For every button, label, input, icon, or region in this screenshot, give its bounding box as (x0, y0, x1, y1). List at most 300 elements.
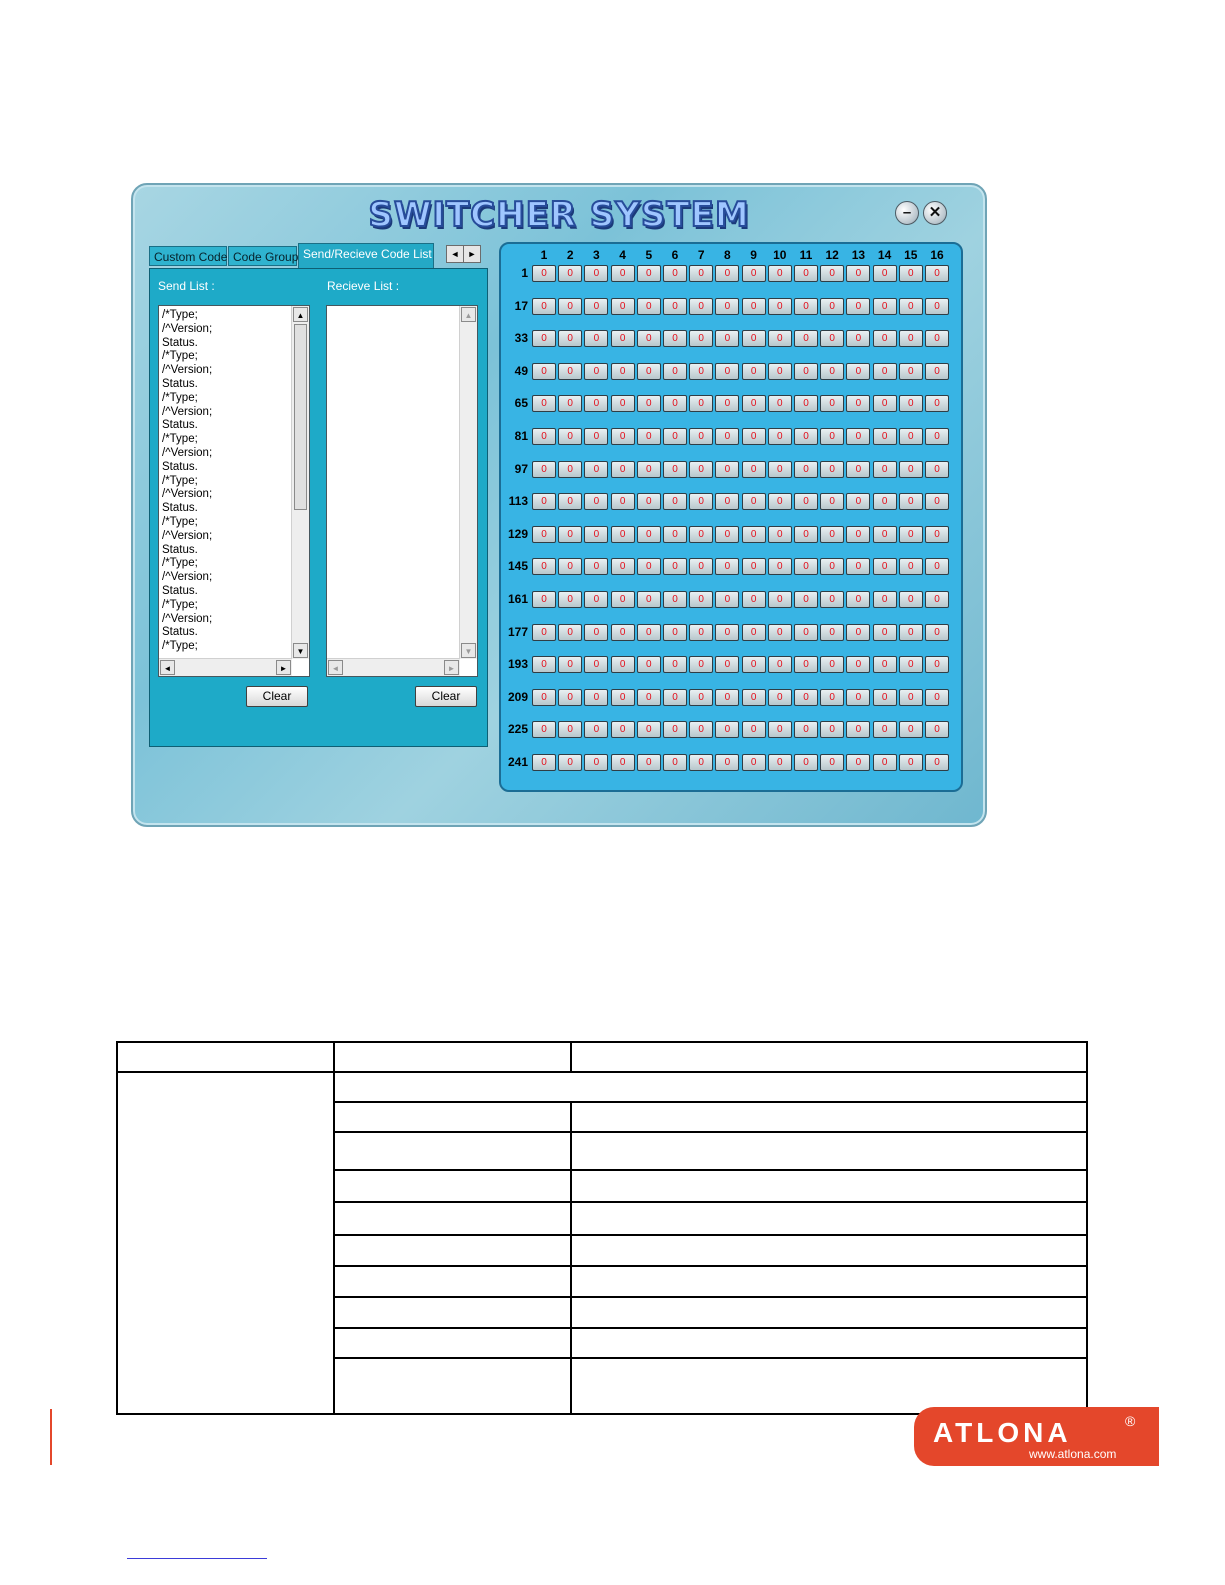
matrix-cell-button[interactable]: 0 (663, 689, 687, 706)
matrix-cell-button[interactable]: 0 (689, 265, 713, 282)
scroll-left-arrow-icon[interactable]: ◄ (328, 660, 343, 675)
list-item[interactable]: /*Type; (162, 309, 198, 321)
list-item[interactable]: /*Type; (162, 640, 198, 653)
matrix-cell-button[interactable]: 0 (925, 493, 949, 510)
matrix-cell-button[interactable]: 0 (768, 363, 792, 380)
list-item[interactable]: /^Version; (162, 488, 213, 501)
matrix-cell-button[interactable]: 0 (584, 265, 608, 282)
matrix-cell-button[interactable]: 0 (794, 493, 818, 510)
matrix-cell-button[interactable]: 0 (584, 754, 608, 771)
matrix-cell-button[interactable]: 0 (689, 721, 713, 738)
matrix-cell-button[interactable]: 0 (558, 395, 582, 412)
matrix-cell-button[interactable]: 0 (742, 363, 766, 380)
matrix-cell-button[interactable]: 0 (794, 526, 818, 543)
matrix-cell-button[interactable]: 0 (611, 265, 635, 282)
matrix-cell-button[interactable]: 0 (663, 754, 687, 771)
matrix-cell-button[interactable]: 0 (925, 656, 949, 673)
matrix-cell-button[interactable]: 0 (611, 754, 635, 771)
matrix-cell-button[interactable]: 0 (768, 395, 792, 412)
list-item[interactable]: /*Type; (162, 433, 198, 446)
matrix-cell-button[interactable]: 0 (532, 754, 556, 771)
matrix-cell-button[interactable]: 0 (558, 754, 582, 771)
matrix-cell-button[interactable]: 0 (820, 363, 844, 380)
matrix-cell-button[interactable]: 0 (899, 363, 923, 380)
matrix-cell-button[interactable]: 0 (558, 461, 582, 478)
matrix-cell-button[interactable]: 0 (820, 558, 844, 575)
matrix-cell-button[interactable]: 0 (689, 298, 713, 315)
matrix-cell-button[interactable]: 0 (637, 656, 661, 673)
matrix-cell-button[interactable]: 0 (584, 624, 608, 641)
matrix-cell-button[interactable]: 0 (794, 591, 818, 608)
matrix-cell-button[interactable]: 0 (846, 526, 870, 543)
matrix-cell-button[interactable]: 0 (637, 265, 661, 282)
matrix-cell-button[interactable]: 0 (742, 395, 766, 412)
list-item[interactable]: /*Type; (162, 350, 198, 363)
clear-recieve-list-button[interactable]: Clear (415, 686, 477, 707)
matrix-cell-button[interactable]: 0 (899, 591, 923, 608)
tab-prev-arrow-icon[interactable]: ◄ (446, 245, 464, 263)
matrix-cell-button[interactable]: 0 (689, 493, 713, 510)
matrix-cell-button[interactable]: 0 (715, 428, 739, 445)
matrix-cell-button[interactable]: 0 (715, 526, 739, 543)
matrix-cell-button[interactable]: 0 (820, 461, 844, 478)
matrix-cell-button[interactable]: 0 (899, 558, 923, 575)
matrix-cell-button[interactable]: 0 (532, 493, 556, 510)
matrix-cell-button[interactable]: 0 (637, 363, 661, 380)
matrix-cell-button[interactable]: 0 (558, 493, 582, 510)
matrix-cell-button[interactable]: 0 (558, 363, 582, 380)
matrix-cell-button[interactable]: 0 (611, 656, 635, 673)
matrix-cell-button[interactable]: 0 (611, 493, 635, 510)
matrix-cell-button[interactable]: 0 (794, 395, 818, 412)
matrix-cell-button[interactable]: 0 (820, 624, 844, 641)
matrix-cell-button[interactable]: 0 (584, 721, 608, 738)
matrix-cell-button[interactable]: 0 (558, 558, 582, 575)
matrix-cell-button[interactable]: 0 (637, 624, 661, 641)
matrix-cell-button[interactable]: 0 (715, 265, 739, 282)
matrix-cell-button[interactable]: 0 (611, 395, 635, 412)
list-item[interactable]: Status. (162, 626, 198, 639)
matrix-cell-button[interactable]: 0 (873, 689, 897, 706)
matrix-cell-button[interactable]: 0 (689, 754, 713, 771)
matrix-cell-button[interactable]: 0 (820, 591, 844, 608)
matrix-cell-button[interactable]: 0 (899, 298, 923, 315)
scroll-right-arrow-icon[interactable]: ► (444, 660, 459, 675)
matrix-cell-button[interactable]: 0 (689, 591, 713, 608)
matrix-cell-button[interactable]: 0 (689, 624, 713, 641)
matrix-cell-button[interactable]: 0 (637, 461, 661, 478)
matrix-cell-button[interactable]: 0 (873, 591, 897, 608)
matrix-cell-button[interactable]: 0 (768, 298, 792, 315)
matrix-cell-button[interactable]: 0 (611, 624, 635, 641)
clear-send-list-button[interactable]: Clear (246, 686, 308, 707)
matrix-cell-button[interactable]: 0 (637, 395, 661, 412)
matrix-cell-button[interactable]: 0 (689, 558, 713, 575)
matrix-cell-button[interactable]: 0 (846, 754, 870, 771)
matrix-cell-button[interactable]: 0 (873, 558, 897, 575)
matrix-cell-button[interactable]: 0 (663, 558, 687, 575)
matrix-cell-button[interactable]: 0 (820, 526, 844, 543)
matrix-cell-button[interactable]: 0 (584, 493, 608, 510)
matrix-cell-button[interactable]: 0 (663, 591, 687, 608)
scroll-left-arrow-icon[interactable]: ◄ (160, 660, 175, 675)
matrix-cell-button[interactable]: 0 (925, 754, 949, 771)
matrix-cell-button[interactable]: 0 (637, 754, 661, 771)
matrix-cell-button[interactable]: 0 (768, 461, 792, 478)
matrix-cell-button[interactable]: 0 (820, 298, 844, 315)
matrix-cell-button[interactable]: 0 (742, 656, 766, 673)
matrix-cell-button[interactable]: 0 (637, 330, 661, 347)
list-item[interactable]: Status. (162, 543, 198, 556)
matrix-cell-button[interactable]: 0 (584, 363, 608, 380)
matrix-cell-button[interactable]: 0 (663, 656, 687, 673)
matrix-cell-button[interactable]: 0 (768, 330, 792, 347)
scrollbar-thumb[interactable] (294, 324, 307, 510)
matrix-cell-button[interactable]: 0 (925, 265, 949, 282)
matrix-cell-button[interactable]: 0 (637, 493, 661, 510)
matrix-cell-button[interactable]: 0 (794, 330, 818, 347)
matrix-cell-button[interactable]: 0 (873, 428, 897, 445)
matrix-cell-button[interactable]: 0 (584, 298, 608, 315)
send-list-vertical-scrollbar[interactable] (291, 306, 309, 659)
matrix-cell-button[interactable]: 0 (820, 395, 844, 412)
list-item[interactable]: /*Type; (162, 557, 198, 570)
matrix-cell-button[interactable]: 0 (768, 624, 792, 641)
recieve-list-vertical-scrollbar[interactable] (459, 306, 477, 659)
matrix-cell-button[interactable]: 0 (768, 721, 792, 738)
matrix-cell-button[interactable]: 0 (663, 395, 687, 412)
matrix-cell-button[interactable]: 0 (637, 591, 661, 608)
list-item[interactable]: /*Type; (162, 515, 198, 528)
matrix-cell-button[interactable]: 0 (715, 624, 739, 641)
matrix-cell-button[interactable]: 0 (899, 428, 923, 445)
tab-send-recieve-code-list[interactable]: Send/Recieve Code List (298, 243, 434, 268)
matrix-cell-button[interactable]: 0 (873, 395, 897, 412)
matrix-cell-button[interactable]: 0 (820, 721, 844, 738)
matrix-cell-button[interactable]: 0 (742, 298, 766, 315)
matrix-cell-button[interactable]: 0 (873, 461, 897, 478)
matrix-cell-button[interactable]: 0 (611, 428, 635, 445)
matrix-cell-button[interactable]: 0 (899, 330, 923, 347)
matrix-cell-button[interactable]: 0 (689, 363, 713, 380)
matrix-cell-button[interactable]: 0 (768, 558, 792, 575)
matrix-cell-button[interactable]: 0 (873, 493, 897, 510)
matrix-cell-button[interactable]: 0 (689, 330, 713, 347)
matrix-cell-button[interactable]: 0 (899, 656, 923, 673)
matrix-cell-button[interactable]: 0 (873, 526, 897, 543)
matrix-cell-button[interactable]: 0 (768, 526, 792, 543)
matrix-cell-button[interactable]: 0 (768, 754, 792, 771)
matrix-cell-button[interactable]: 0 (899, 526, 923, 543)
matrix-cell-button[interactable]: 0 (742, 428, 766, 445)
matrix-cell-button[interactable]: 0 (663, 721, 687, 738)
matrix-cell-button[interactable]: 0 (715, 721, 739, 738)
matrix-cell-button[interactable]: 0 (532, 721, 556, 738)
matrix-cell-button[interactable]: 0 (794, 558, 818, 575)
matrix-cell-button[interactable]: 0 (846, 265, 870, 282)
matrix-cell-button[interactable]: 0 (899, 461, 923, 478)
matrix-cell-button[interactable]: 0 (689, 526, 713, 543)
matrix-cell-button[interactable]: 0 (584, 330, 608, 347)
matrix-cell-button[interactable]: 0 (558, 721, 582, 738)
matrix-cell-button[interactable]: 0 (794, 461, 818, 478)
matrix-cell-button[interactable]: 0 (715, 656, 739, 673)
matrix-cell-button[interactable]: 0 (742, 461, 766, 478)
matrix-cell-button[interactable]: 0 (925, 428, 949, 445)
matrix-cell-button[interactable]: 0 (742, 558, 766, 575)
close-button[interactable]: ✕ (923, 201, 947, 225)
matrix-cell-button[interactable]: 0 (742, 754, 766, 771)
matrix-cell-button[interactable]: 0 (820, 265, 844, 282)
send-list[interactable] (158, 305, 310, 677)
matrix-cell-button[interactable]: 0 (742, 591, 766, 608)
matrix-cell-button[interactable]: 0 (715, 558, 739, 575)
matrix-cell-button[interactable]: 0 (715, 395, 739, 412)
matrix-cell-button[interactable]: 0 (689, 689, 713, 706)
matrix-cell-button[interactable]: 0 (663, 428, 687, 445)
scroll-down-arrow-icon[interactable]: ▼ (293, 643, 308, 658)
matrix-cell-button[interactable]: 0 (846, 624, 870, 641)
matrix-cell-button[interactable]: 0 (899, 624, 923, 641)
matrix-cell-button[interactable]: 0 (663, 461, 687, 478)
list-item[interactable]: /^Version; (162, 322, 213, 335)
matrix-cell-button[interactable]: 0 (899, 754, 923, 771)
matrix-cell-button[interactable]: 0 (611, 689, 635, 706)
matrix-cell-button[interactable]: 0 (637, 721, 661, 738)
matrix-cell-button[interactable]: 0 (768, 428, 792, 445)
matrix-cell-button[interactable]: 0 (663, 265, 687, 282)
matrix-cell-button[interactable]: 0 (794, 428, 818, 445)
scroll-down-arrow-icon[interactable]: ▼ (461, 643, 476, 658)
matrix-cell-button[interactable]: 0 (820, 656, 844, 673)
matrix-cell-button[interactable]: 0 (663, 363, 687, 380)
matrix-cell-button[interactable]: 0 (715, 461, 739, 478)
tab-code-group[interactable]: Code Group (228, 246, 297, 266)
matrix-cell-button[interactable]: 0 (846, 395, 870, 412)
matrix-cell-button[interactable]: 0 (742, 689, 766, 706)
matrix-cell-button[interactable]: 0 (558, 689, 582, 706)
matrix-cell-button[interactable]: 0 (584, 558, 608, 575)
list-item[interactable]: /^Version; (162, 364, 213, 377)
matrix-cell-button[interactable]: 0 (742, 330, 766, 347)
list-item[interactable]: /*Type; (162, 598, 198, 611)
matrix-cell-button[interactable]: 0 (899, 689, 923, 706)
list-item[interactable]: Status. (162, 419, 198, 432)
matrix-cell-button[interactable]: 0 (611, 591, 635, 608)
matrix-cell-button[interactable]: 0 (820, 754, 844, 771)
matrix-cell-button[interactable]: 0 (742, 624, 766, 641)
matrix-cell-button[interactable]: 0 (532, 591, 556, 608)
list-item[interactable]: /^Version; (162, 405, 213, 418)
matrix-cell-button[interactable]: 0 (611, 363, 635, 380)
tab-custom-code[interactable]: Custom Code (149, 246, 227, 266)
matrix-cell-button[interactable]: 0 (820, 493, 844, 510)
list-item[interactable]: Status. (162, 584, 198, 597)
matrix-cell-button[interactable]: 0 (558, 656, 582, 673)
matrix-cell-button[interactable]: 0 (611, 721, 635, 738)
matrix-cell-button[interactable]: 0 (715, 363, 739, 380)
list-item[interactable]: Status. (162, 377, 198, 390)
matrix-cell-button[interactable]: 0 (663, 330, 687, 347)
matrix-cell-button[interactable]: 0 (584, 656, 608, 673)
matrix-cell-button[interactable]: 0 (820, 689, 844, 706)
matrix-cell-button[interactable]: 0 (899, 721, 923, 738)
matrix-cell-button[interactable]: 0 (532, 330, 556, 347)
matrix-cell-button[interactable]: 0 (873, 265, 897, 282)
matrix-cell-button[interactable]: 0 (873, 624, 897, 641)
matrix-cell-button[interactable]: 0 (584, 591, 608, 608)
matrix-cell-button[interactable]: 0 (532, 689, 556, 706)
list-item[interactable]: /^Version; (162, 446, 213, 459)
list-item[interactable]: /^Version; (162, 571, 213, 584)
matrix-cell-button[interactable]: 0 (558, 428, 582, 445)
matrix-cell-button[interactable]: 0 (846, 721, 870, 738)
send-list-horizontal-scrollbar[interactable] (159, 658, 292, 676)
matrix-cell-button[interactable]: 0 (820, 330, 844, 347)
matrix-cell-button[interactable]: 0 (584, 461, 608, 478)
matrix-cell-button[interactable]: 0 (899, 493, 923, 510)
matrix-cell-button[interactable]: 0 (637, 428, 661, 445)
matrix-cell-button[interactable]: 0 (532, 363, 556, 380)
matrix-cell-button[interactable]: 0 (742, 493, 766, 510)
matrix-cell-button[interactable]: 0 (715, 591, 739, 608)
matrix-cell-button[interactable]: 0 (558, 624, 582, 641)
matrix-cell-button[interactable]: 0 (611, 526, 635, 543)
list-item[interactable]: Status. (162, 502, 198, 515)
matrix-cell-button[interactable]: 0 (584, 395, 608, 412)
matrix-cell-button[interactable]: 0 (925, 330, 949, 347)
matrix-cell-button[interactable]: 0 (742, 526, 766, 543)
matrix-cell-button[interactable]: 0 (873, 298, 897, 315)
matrix-cell-button[interactable]: 0 (820, 428, 844, 445)
matrix-cell-button[interactable]: 0 (663, 493, 687, 510)
matrix-cell-button[interactable]: 0 (558, 265, 582, 282)
matrix-cell-button[interactable]: 0 (715, 754, 739, 771)
matrix-cell-button[interactable]: 0 (532, 461, 556, 478)
matrix-cell-button[interactable]: 0 (558, 591, 582, 608)
matrix-cell-button[interactable]: 0 (846, 591, 870, 608)
matrix-cell-button[interactable]: 0 (925, 721, 949, 738)
matrix-cell-button[interactable]: 0 (689, 395, 713, 412)
matrix-cell-button[interactable]: 0 (846, 363, 870, 380)
matrix-cell-button[interactable]: 0 (715, 689, 739, 706)
matrix-cell-button[interactable]: 0 (611, 558, 635, 575)
matrix-cell-button[interactable]: 0 (794, 265, 818, 282)
scroll-up-arrow-icon[interactable]: ▲ (293, 307, 308, 322)
matrix-cell-button[interactable]: 0 (846, 558, 870, 575)
recieve-list-horizontal-scrollbar[interactable] (327, 658, 460, 676)
matrix-cell-button[interactable]: 0 (689, 656, 713, 673)
matrix-cell-button[interactable]: 0 (925, 395, 949, 412)
matrix-cell-button[interactable]: 0 (846, 493, 870, 510)
matrix-cell-button[interactable]: 0 (715, 493, 739, 510)
matrix-cell-button[interactable]: 0 (532, 298, 556, 315)
matrix-cell-button[interactable]: 0 (611, 298, 635, 315)
matrix-cell-button[interactable]: 0 (925, 363, 949, 380)
scroll-up-arrow-icon[interactable]: ▲ (461, 307, 476, 322)
scroll-right-arrow-icon[interactable]: ► (276, 660, 291, 675)
matrix-cell-button[interactable]: 0 (873, 721, 897, 738)
matrix-cell-button[interactable]: 0 (873, 656, 897, 673)
matrix-cell-button[interactable]: 0 (925, 624, 949, 641)
minimize-button[interactable]: – (895, 201, 919, 225)
matrix-cell-button[interactable]: 0 (846, 461, 870, 478)
matrix-cell-button[interactable]: 0 (768, 265, 792, 282)
matrix-cell-button[interactable]: 0 (873, 330, 897, 347)
matrix-cell-button[interactable]: 0 (899, 395, 923, 412)
matrix-cell-button[interactable]: 0 (663, 526, 687, 543)
matrix-cell-button[interactable]: 0 (794, 298, 818, 315)
matrix-cell-button[interactable]: 0 (584, 428, 608, 445)
matrix-cell-button[interactable]: 0 (715, 298, 739, 315)
matrix-cell-button[interactable]: 0 (611, 330, 635, 347)
matrix-cell-button[interactable]: 0 (794, 721, 818, 738)
matrix-cell-button[interactable]: 0 (532, 624, 556, 641)
matrix-cell-button[interactable]: 0 (768, 591, 792, 608)
matrix-cell-button[interactable]: 0 (846, 330, 870, 347)
matrix-cell-button[interactable]: 0 (715, 330, 739, 347)
matrix-cell-button[interactable]: 0 (689, 461, 713, 478)
matrix-cell-button[interactable]: 0 (768, 689, 792, 706)
matrix-cell-button[interactable]: 0 (558, 526, 582, 543)
matrix-cell-button[interactable]: 0 (558, 298, 582, 315)
matrix-cell-button[interactable]: 0 (532, 265, 556, 282)
matrix-cell-button[interactable]: 0 (899, 265, 923, 282)
matrix-cell-button[interactable]: 0 (768, 493, 792, 510)
matrix-cell-button[interactable]: 0 (925, 298, 949, 315)
matrix-cell-button[interactable]: 0 (532, 428, 556, 445)
matrix-cell-button[interactable]: 0 (663, 624, 687, 641)
matrix-cell-button[interactable]: 0 (584, 526, 608, 543)
matrix-cell-button[interactable]: 0 (925, 689, 949, 706)
list-item[interactable]: /*Type; (162, 474, 198, 487)
tab-next-arrow-icon[interactable]: ► (463, 245, 481, 263)
matrix-cell-button[interactable]: 0 (768, 656, 792, 673)
matrix-cell-button[interactable]: 0 (584, 689, 608, 706)
matrix-cell-button[interactable]: 0 (846, 428, 870, 445)
matrix-cell-button[interactable]: 0 (532, 395, 556, 412)
list-item[interactable]: /*Type; (162, 391, 198, 404)
recieve-list[interactable] (326, 305, 478, 677)
matrix-cell-button[interactable]: 0 (794, 754, 818, 771)
matrix-cell-button[interactable]: 0 (794, 656, 818, 673)
list-item[interactable]: Status. (162, 336, 198, 349)
list-item[interactable]: Status. (162, 460, 198, 473)
matrix-cell-button[interactable]: 0 (637, 298, 661, 315)
matrix-cell-button[interactable]: 0 (637, 558, 661, 575)
matrix-cell-button[interactable]: 0 (742, 721, 766, 738)
matrix-cell-button[interactable]: 0 (925, 461, 949, 478)
matrix-cell-button[interactable]: 0 (794, 363, 818, 380)
matrix-cell-button[interactable]: 0 (689, 428, 713, 445)
matrix-cell-button[interactable]: 0 (637, 526, 661, 543)
matrix-cell-button[interactable]: 0 (846, 656, 870, 673)
matrix-cell-button[interactable]: 0 (794, 624, 818, 641)
matrix-cell-button[interactable]: 0 (532, 558, 556, 575)
matrix-cell-button[interactable]: 0 (532, 526, 556, 543)
matrix-cell-button[interactable]: 0 (794, 689, 818, 706)
matrix-cell-button[interactable]: 0 (846, 689, 870, 706)
matrix-cell-button[interactable]: 0 (846, 298, 870, 315)
matrix-cell-button[interactable]: 0 (611, 461, 635, 478)
matrix-cell-button[interactable]: 0 (925, 591, 949, 608)
matrix-cell-button[interactable]: 0 (663, 298, 687, 315)
matrix-cell-button[interactable]: 0 (532, 656, 556, 673)
matrix-cell-button[interactable]: 0 (742, 265, 766, 282)
matrix-cell-button[interactable]: 0 (925, 558, 949, 575)
matrix-cell-button[interactable]: 0 (873, 754, 897, 771)
list-item[interactable]: /^Version; (162, 612, 213, 625)
